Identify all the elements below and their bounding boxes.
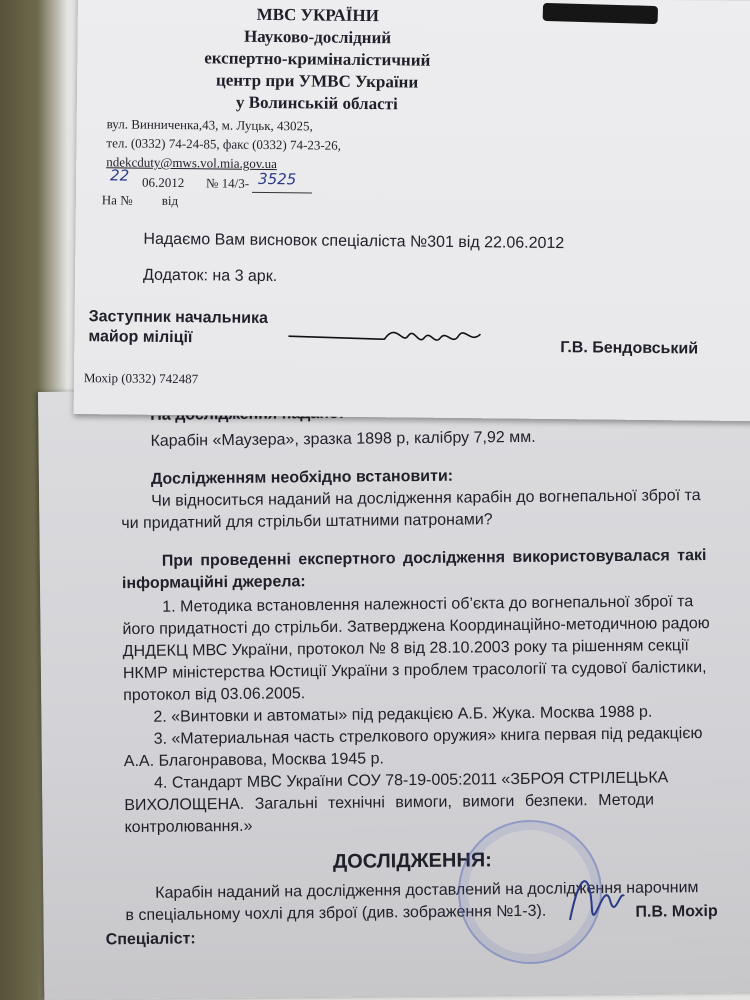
source-1-line-5: протокол від 03.06.2005. bbox=[123, 685, 306, 705]
report-page bbox=[38, 385, 750, 1000]
attachment-note: Додаток: на 3 арк. bbox=[142, 266, 278, 286]
date-rest: 06.2012 bbox=[141, 174, 185, 191]
org-address: вул. Винниченка,43, м. Луцьк, 43025, bbox=[106, 116, 313, 134]
research-title: ДОСЛІДЖЕННЯ: bbox=[332, 849, 492, 873]
redacted-recipient bbox=[543, 3, 658, 24]
number-underline bbox=[252, 192, 312, 194]
signer-position-line-1: Заступник начальника bbox=[88, 308, 269, 328]
source-4-line-3: контролювання.» bbox=[124, 817, 253, 837]
specialist-name: П.В. Мохір bbox=[635, 902, 718, 921]
source-4-line-2: ВИХОЛОЩЕНА. Загальні технічні вимоги, вимоги безпеки. Методи bbox=[124, 791, 655, 815]
signer-position-line-2: майор міліції bbox=[88, 328, 193, 347]
source-3-line-1: 3. «Материальная часть стрелкового оружия» книга первая під редакцією bbox=[153, 725, 703, 748]
org-name-line-3: центр при УМВС України bbox=[215, 70, 419, 92]
source-1-line-1: 1. Методика встановлення належності об’єкта до вогнепальної зброї та bbox=[162, 593, 694, 616]
source-1-line-4: НКМР міністерства Юстиції України з проблем трасології та судової балістики, bbox=[122, 659, 707, 683]
date-day-handwritten: 22 bbox=[110, 166, 130, 185]
research-line-2: в спеціальному чохлі для зброї (див. зображення №1-3). bbox=[125, 902, 547, 925]
cover-letter-page bbox=[74, 0, 750, 421]
org-name-line-4: у Волинській області bbox=[235, 92, 398, 114]
reference-number-label: На № bbox=[101, 192, 133, 208]
goal-line-1: Чи відноситься наданий на дослідження карабін до вогнепальної зброї та bbox=[151, 487, 701, 510]
object-description: Карабін «Маузера», зразка 1898 р, калібру 7,92 мм. bbox=[150, 428, 536, 450]
sources-heading-2: інформаційні джерела: bbox=[121, 573, 306, 593]
org-name-line-1: Науково-дослідний bbox=[243, 26, 392, 48]
source-1-line-2: його придатності до стрільби. Затверджена Координаційно-методичною радою bbox=[122, 614, 710, 639]
specialist-label: Спеціаліст: bbox=[105, 930, 196, 949]
outgoing-number-handwritten: 3525 bbox=[257, 169, 297, 189]
org-email: ndekcduty@mws.vol.mia.gov.ua bbox=[106, 154, 278, 172]
letter-body-line: Надаємо Вам висновок спеціаліста №301 від 22.06.2012 bbox=[143, 230, 565, 253]
goal-line-2: чи придатний для стрільби штатними патронами? bbox=[121, 511, 493, 533]
org-name-line-2: експертно-криміналістичний bbox=[204, 48, 431, 70]
specialist-signature bbox=[560, 860, 630, 940]
sources-heading-1: При проведенні експертного дослідження використовувалася такі bbox=[161, 547, 707, 570]
signer-signature bbox=[284, 314, 494, 356]
research-line-1: Карабін наданий на дослідження доставлений на дослідження нарочним bbox=[155, 879, 699, 902]
source-1-line-3: ДНДЕКЦ МВС України, протокол № 8 від 28.10.2003 року та рішенням секції bbox=[122, 637, 690, 661]
org-phone: тел. (0332) 74-24-85, факс (0332) 74-23-26, bbox=[106, 135, 342, 153]
signer-name: Г.В. Бендовський bbox=[560, 339, 699, 358]
reference-date-label: від bbox=[161, 192, 179, 209]
source-4-line-1: 4. Стандарт МВС України СОУ 78-19-005:2011 «ЗБРОЯ СТРІЛЕЦЬКА bbox=[154, 769, 669, 792]
outgoing-number-prefix: № 14/3- bbox=[205, 175, 250, 191]
contact-line: Мохір (0332) 742487 bbox=[83, 370, 199, 387]
goal-heading: Дослідженням необхідно встановити: bbox=[150, 467, 454, 488]
org-ministry: МВС УКРАЇНИ bbox=[256, 4, 380, 26]
source-3-line-2: А.А. Благонравова, Москва 1945 р. bbox=[123, 750, 384, 771]
source-2: 2. «Винтовки и автоматы» під редакцією А.Б. Жука. Москва 1988 р. bbox=[153, 703, 653, 726]
